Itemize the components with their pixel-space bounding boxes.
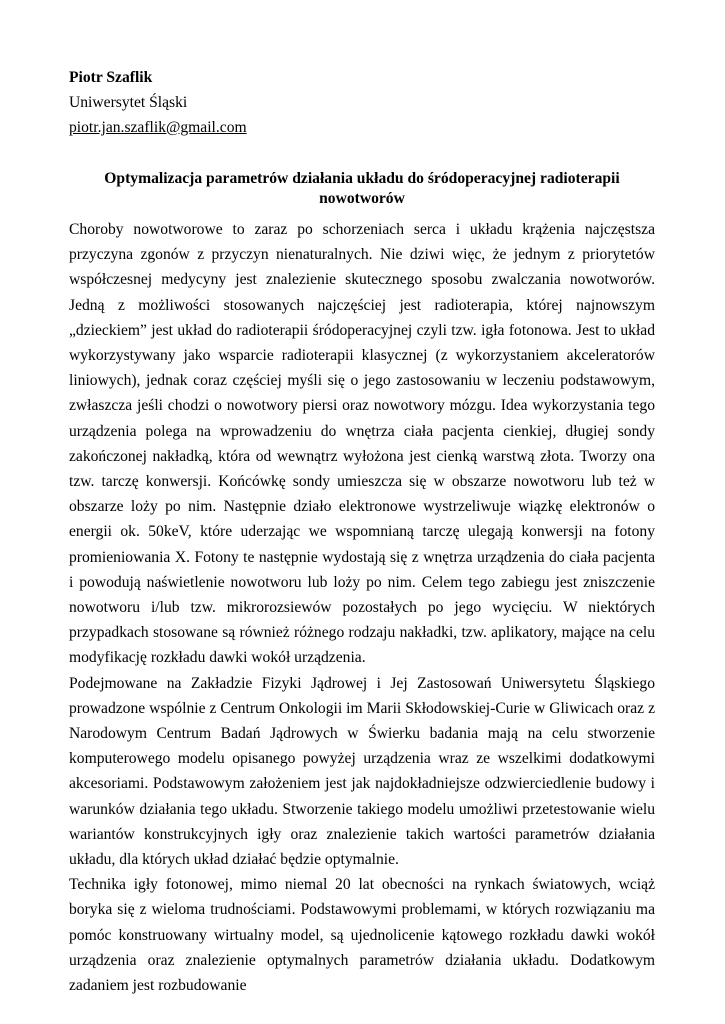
author-email-link[interactable]: piotr.jan.szaflik@gmail.com bbox=[69, 119, 247, 136]
document-title: Optymalizacja parametrów działania układu do śródoperacyjnej radioterapii nowotworów bbox=[104, 170, 620, 207]
paragraph-2: Podejmowane na Zakładzie Fizyki Jądrowej i Jej Zastosowań Uniwersytetu Śląskiego prowadzone wspólnie z Centrum Onkologii im Marii Skłodowskiej-Curie w Gliwicach oraz z Narodowym Centrum Badań Jądrowych w Świerku badania mają na celu stworzenie komputerowego modelu opisanego powyżej urządzenia wraz ze wszelkimi dodatkowymi akcesoriami. Podstawowym założeniem jest jak najdokładniejsze odzwierciedlenie budowy i warunków działania tego układu. Stworzenie takiego modelu umożliwi przetestowanie wielu wariantów konstrukcyjnych igły oraz znalezienie takich wartości parametrów działania układu, dla których układ działać będzie optymalnie. bbox=[69, 674, 655, 869]
document-body bbox=[69, 217, 655, 998]
paragraph-3: Technika igły fotonowej, mimo niemal 20 lat obecności na rynkach światowych, wciąż boryka się z wieloma trudnościami. Podstawowymi problemami, w których rozwiązaniu ma pomóc konstruowany wirtualny model, są ujednolicenie kątowego rozkładu dawki wokół urządzenia oraz znalezienie optymalnych parametrów działania układu. Dodatkowym zadaniem jest rozbudowanie bbox=[69, 876, 655, 995]
author-affiliation: Uniwersytet Śląski bbox=[69, 94, 188, 111]
author-name: Piotr Szaflik bbox=[69, 69, 153, 86]
paragraph-1: Choroby nowotworowe to zaraz po schorzeniach serca i układu krążenia najczęstsza przyczyna zgonów z przyczyn nienaturalnych. Nie dziwi więc, że jednym z priorytetów współczesnej medycyny jest znalezienie skutecznego sposobu zwalczania nowotworów. Jedną z możliwości stosowanych najczęściej jest radioterapia, której najnowszym „dzieckiem” jest układ do radioterapii śródoperacyjnej czyli tzw. igła fotonowa. Jest to układ wykorzystywany jako wsparcie radioterapii klasycznej (z wykorzystaniem akceleratorów liniowych), jednak coraz częściej myśli się o jego zastosowaniu w leczeniu podstawowym, zwłaszcza jeśli chodzi o nowotwory piersi oraz nowotwory mózgu. Idea wykorzystania tego urządzenia polega na wprowadzeniu do wnętrza ciała pacjenta cienkiej, długiej sondy zakończonej nakładką, która od wewnątrz wyłożona jest cienką warstwą złota. Tworzy ona tzw. tarczę konwersji. Końcówkę sondy umieszcza się w obszarze nowotworu lub też w obszarze loży po nim. Następnie działo elektronowe wystrzeliwuje wiązkę elektronów o energii ok. 50keV, które uderzając we wspomnianą tarczę ulegają konwersji na fotony promieniowania X. Fotony te następnie wydostają się z wnętrza urządzenia do ciała pacjenta i powodują naświetlenie nowotworu lub loży po nim. Celem tego zabiegu jest zniszczenie nowotworu i/lub tzw. mikrorozsiewów pozostałych po jego wycięciu. W niektórych przypadkach stosowane są również różnego rodzaju nakładki, tzw. aplikatory, mające na celu modyfikację rozkładu dawki wokół urządzenia. bbox=[69, 221, 655, 667]
